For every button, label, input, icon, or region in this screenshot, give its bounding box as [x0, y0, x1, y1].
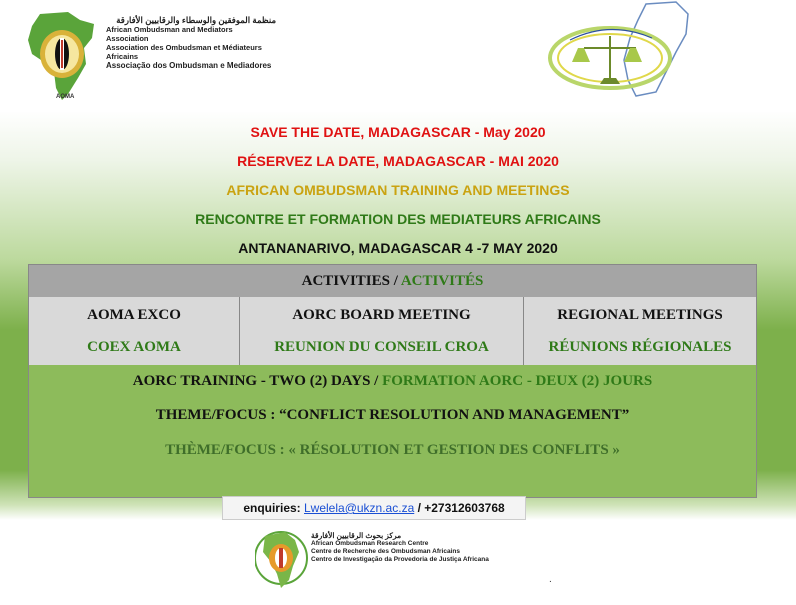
activities-separator: /: [390, 273, 401, 289]
org-name-en: African Ombudsman and Mediators Association: [106, 25, 233, 43]
column-title-en: REGIONAL MEETINGS: [557, 307, 723, 323]
madagascar-scales-icon: [526, 0, 726, 98]
title-save-the-date-fr: RÉSERVEZ LA DATE, MADAGASCAR - MAI 2020: [237, 153, 559, 169]
title-location-dates: ANTANANARIVO, MADAGASCAR 4 -7 MAY 2020: [238, 240, 558, 256]
aorc-logo: [255, 522, 515, 600]
madagascar-logo: [526, 0, 726, 98]
svg-text:AOMA: AOMA: [56, 94, 75, 100]
aorc-name-fr: Centre de Recherche des Ombudsman Africains: [311, 548, 460, 555]
org-name-arabic: منظمة الموفقين والوسطاء والرقابيين الأفارقة: [116, 15, 276, 25]
enquiries-email-link[interactable]: Lwelela@ukzn.ac.za: [304, 501, 415, 515]
column-title-fr: RÉUNIONS RÉGIONALES: [548, 339, 732, 355]
aoma-logo: [22, 8, 276, 104]
column-title-fr: COEX AOMA: [87, 339, 181, 355]
enquiries-phone: / +27312603768: [414, 501, 505, 515]
aorc-name-en: African Ombudsman Research Centre: [311, 540, 429, 547]
column-aorc-board: [240, 297, 524, 365]
title-training-en: AFRICAN OMBUDSMAN TRAINING AND MEETINGS: [226, 182, 570, 198]
aorc-emblem-icon: [255, 522, 313, 600]
stray-dot: .: [549, 574, 552, 585]
aorc-name-arabic: مركز بحوث الرقابيين الأفارقة: [311, 531, 402, 540]
column-title-en: AORC BOARD MEETING: [292, 307, 471, 323]
activities-columns-row: [29, 297, 756, 366]
column-regional-meetings: [524, 297, 756, 365]
title-training-fr: RENCONTRE ET FORMATION DES MEDIATEURS AFRICAINS: [195, 211, 601, 227]
activities-label-en: ACTIVITIES: [301, 273, 390, 289]
training-line: [29, 373, 756, 390]
training-fr: FORMATION AORC - DEUX (2) JOURS: [382, 373, 653, 389]
enquiries-label: enquiries:: [243, 501, 304, 515]
aorc-name-pt: Centro de Investigação da Provedoria de Justiça Africana: [311, 556, 489, 563]
training-en: AORC TRAINING - TWO (2) DAYS: [132, 373, 371, 389]
event-titles: [0, 118, 796, 263]
training-separator: /: [370, 373, 383, 389]
activities-label-fr: ACTIVITÉS: [400, 273, 484, 289]
activities-header: [29, 265, 756, 298]
training-section: [29, 365, 756, 497]
org-name-pt: Associação dos Ombudsman e Mediadores: [106, 61, 272, 70]
title-save-the-date-en: SAVE THE DATE, MADAGASCAR - May 2020: [250, 124, 546, 140]
org-names: [106, 16, 276, 70]
org-name-fr: Association des Ombudsman et Médiateurs Africains: [106, 43, 262, 61]
column-title-fr: REUNION DU CONSEIL CROA: [274, 339, 489, 355]
column-aoma-exco: [29, 297, 240, 365]
enquiries-box: [222, 496, 526, 520]
africa-map-logo-icon: [22, 8, 102, 104]
aorc-names: [311, 532, 521, 564]
theme-en: THEME/FOCUS : “CONFLICT RESOLUTION AND MANAGEMENT”: [155, 407, 630, 423]
theme-fr: THÈME/FOCUS : « RÉSOLUTION ET GESTION DES CONFLITS »: [165, 442, 620, 458]
activities-table: [28, 264, 757, 498]
column-title-en: AOMA EXCO: [87, 307, 181, 323]
